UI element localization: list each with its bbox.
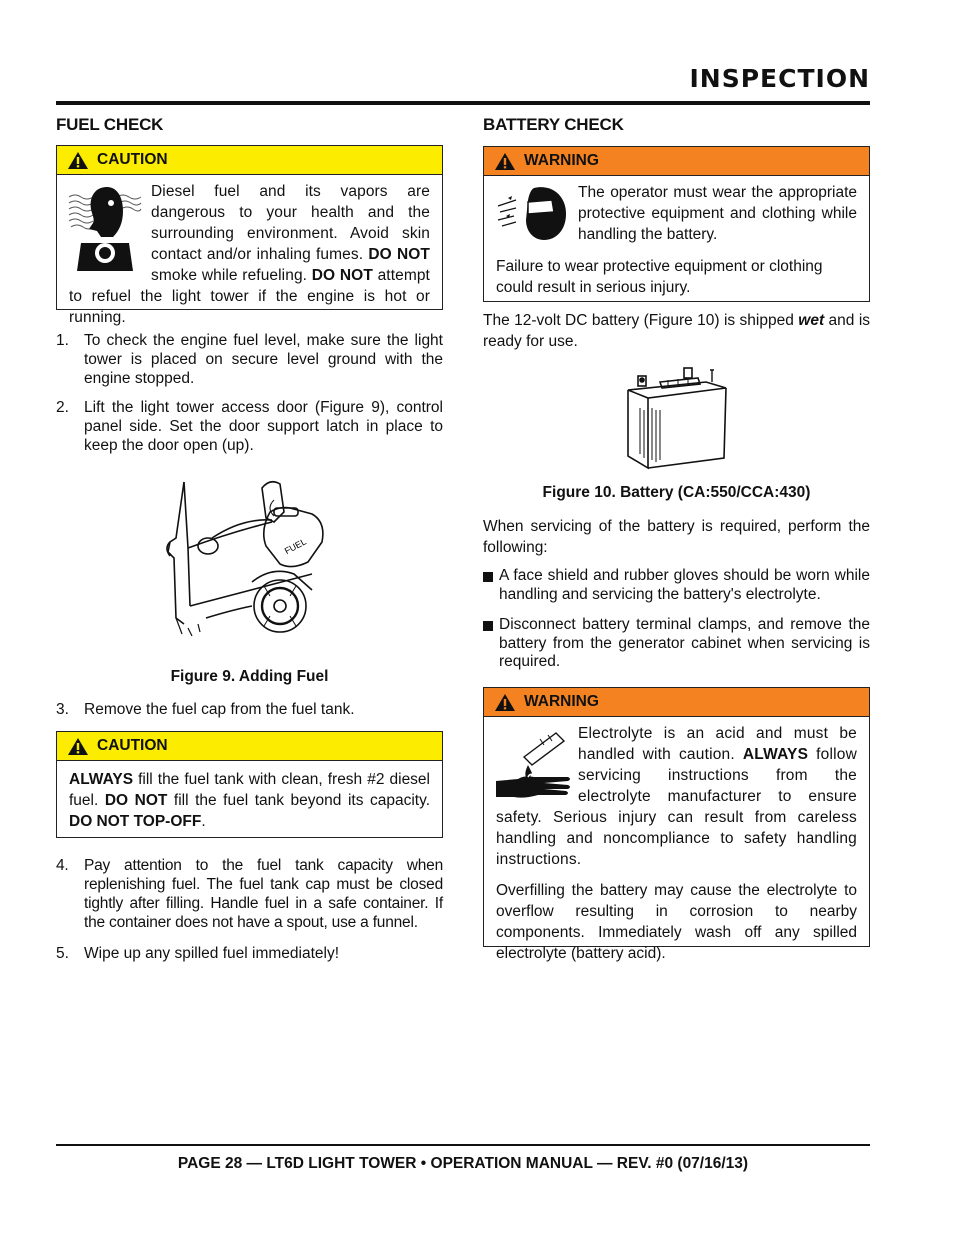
step-2 — [56, 398, 443, 455]
step-number: 3. — [56, 701, 69, 718]
bullet-text: A face shield and rubber gloves should be worn while handling and servicing the battery's electrolyte. — [499, 567, 870, 603]
page-title: INSPECTION — [689, 64, 870, 93]
warning-label: WARNING — [524, 152, 599, 169]
warning2-text-3: Overfilling the battery may cause the electrolyte to overflow resulting in corrosion to nearby components. Immediately wash off any spilled electrolyte (battery acid). — [496, 882, 857, 962]
figure-10-caption: Figure 10. Battery (CA:550/CCA:430) — [542, 484, 811, 501]
caution2-text-3: . — [201, 813, 206, 830]
step-number: 5. — [56, 945, 69, 962]
warning-triangle-icon — [67, 737, 89, 756]
warning-label: WARNING — [524, 693, 599, 710]
protective-gear-icon — [494, 182, 574, 246]
battery-intro-2: and is ready for use. — [483, 312, 871, 350]
warning-triangle-icon — [67, 151, 89, 170]
bullet-disconnect-terminals — [483, 616, 870, 672]
battery-intro — [483, 310, 870, 352]
bullet-face-shield — [483, 567, 870, 604]
warning-box-electrolyte — [483, 687, 870, 962]
warning1-text-2: Failure to wear protective equipment or clothing could result in serious injury. — [496, 258, 823, 296]
warning2-text-2: follow servicing instructions from the electrolyte manufacturer to ensure safety. Serious injury can result from careless handling and noncompliance to safety handling instructions. — [496, 746, 857, 868]
warning-triangle-icon — [494, 693, 516, 712]
step-number: 4. — [56, 857, 69, 874]
caution-bar — [57, 146, 442, 175]
caution-box-fuel-vapors — [56, 145, 443, 326]
warning-triangle-icon — [494, 152, 516, 171]
caution-box-fuel-fill — [56, 731, 443, 838]
caution2-emph-3: DO NOT TOP-OFF — [69, 813, 202, 830]
caution1-text-2: smoke while refueling. — [151, 267, 308, 284]
battery-check-heading: BATTERY CHECK — [483, 115, 624, 134]
figure-9-adding-fuel-illustration — [162, 478, 334, 642]
warning2-text-1: Electrolyte is an acid and must be handled with caution. — [578, 725, 857, 763]
step-text: Lift the light tower access door (Figure 9), control panel side. Set the door support latch in place to keep the door open (up). — [84, 399, 443, 454]
caution2-text-1: fill the fuel tank with clean, fresh #2 diesel fuel. — [69, 771, 430, 809]
bullet-square-icon — [483, 621, 493, 631]
step-number: 2. — [56, 399, 69, 416]
step-text: To check the engine fuel level, make sure the light tower is placed on secure level ground with the engine stopped. — [84, 332, 443, 387]
caution2-emph-2: DO NOT — [104, 792, 168, 809]
caution2-text-2: fill the fuel tank beyond its capacity. — [173, 792, 430, 809]
caution-bar — [57, 732, 442, 761]
caution-label: CAUTION — [97, 737, 168, 754]
warning-box-protective-equipment — [483, 146, 870, 302]
step-4 — [56, 856, 443, 932]
warning1-text-1: The operator must wear the appropriate protective equipment and clothing while handling the battery. — [578, 184, 857, 243]
step-1 — [56, 331, 443, 388]
step-5 — [56, 944, 443, 963]
step-text: Wipe up any spilled fuel immediately! — [84, 945, 340, 962]
warning-bar — [484, 147, 869, 176]
warning2-emph-1: ALWAYS — [742, 746, 809, 763]
caution1-emph-2: DO NOT — [311, 267, 373, 284]
step-number: 1. — [56, 332, 69, 349]
step-text: Remove the fuel cap from the fuel tank. — [84, 701, 355, 718]
figure-10-battery-illustration — [620, 360, 732, 472]
bullet-square-icon — [483, 572, 493, 582]
acid-hand-icon — [494, 729, 574, 807]
caution1-text-1: Diesel fuel and its vapors are dangerous to your health and the surrounding environment. Avoid skin contact and/or inhaling fumes. — [151, 183, 430, 263]
bullet-text: Disconnect battery terminal clamps, and remove the battery from the generator cabinet when servicing is required. — [499, 616, 870, 670]
step-text: Pay attention to the fuel tank capacity when replenishing fuel. The fuel tank cap must be closed tightly after filling. Handle fuel in a safe container. If the container does not have a spout, use a funnel. — [84, 857, 443, 931]
servicing-intro: When servicing of the battery is required, perform the following: — [483, 518, 870, 556]
battery-intro-emph: wet — [798, 312, 825, 329]
page-footer: PAGE 28 — LT6D LIGHT TOWER • OPERATION MANUAL — REV. #0 (07/16/13) — [177, 1155, 749, 1172]
footer-rule — [56, 1144, 870, 1146]
fuel-can-label: FUEL — [282, 536, 308, 557]
figure-9-caption: Figure 9. Adding Fuel — [170, 668, 329, 685]
fuel-check-heading: FUEL CHECK — [56, 115, 164, 134]
caution-label: CAUTION — [97, 151, 168, 168]
battery-intro-1: The 12-volt DC battery (Figure 10) is shipped — [483, 312, 794, 329]
caution1-emph-1: DO NOT — [368, 246, 430, 263]
toxic-fumes-icon — [67, 183, 143, 273]
warning-bar — [484, 688, 869, 717]
caution1-text-3: attempt to refuel the light tower if the engine is hot or running. — [69, 267, 430, 326]
caution2-emph-1: ALWAYS — [69, 771, 134, 788]
step-3 — [56, 700, 443, 719]
header-rule — [56, 101, 870, 105]
